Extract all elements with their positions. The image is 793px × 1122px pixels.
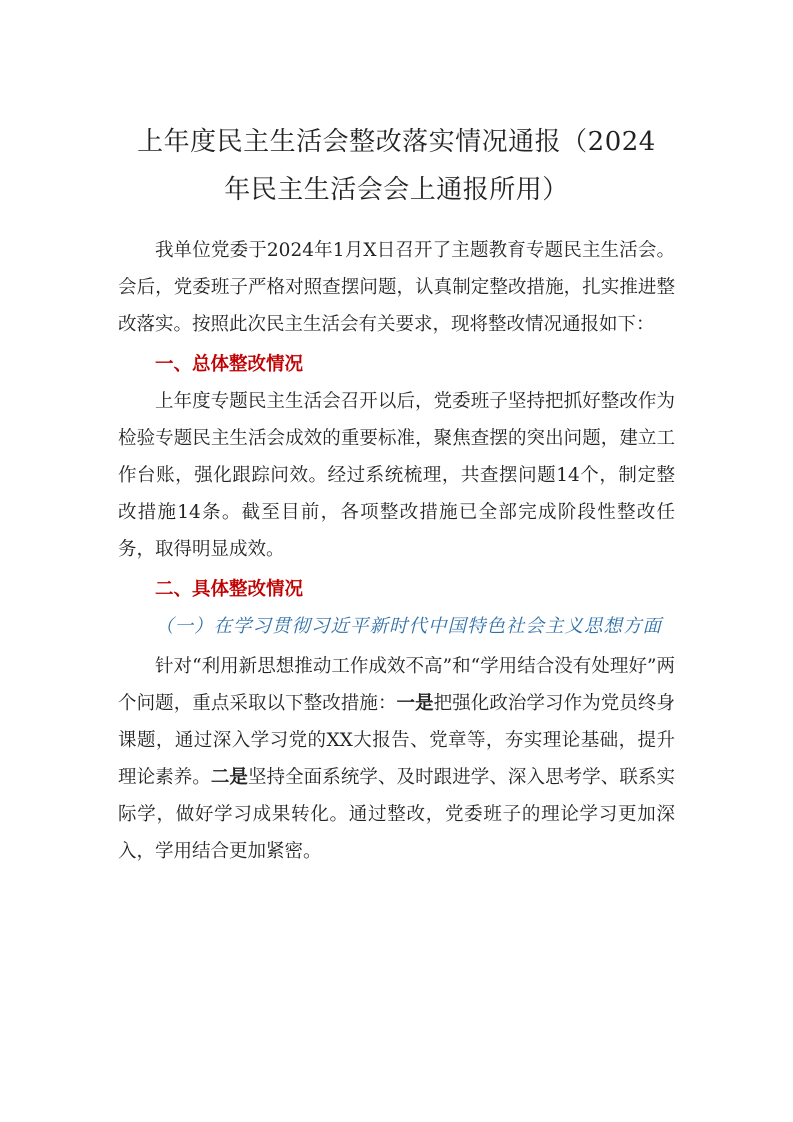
subsection-1-text-a: 针对“利用新思想推动工作成效不高”和“学用结合没有处理好”两个问题，重点采取以下整改措施： bbox=[118, 656, 675, 714]
subsection-1-text-c: 坚持全面系统学、及时跟进学、深入思考学、联系实际学，做好学习成果转化。通过整改，党委班子的理论学习更加深入，学用结合更加紧密。 bbox=[118, 767, 675, 862]
point-2-marker: 二是 bbox=[210, 767, 248, 788]
title-line-1: 上年度民主生活会整改落实情况通报（2024 bbox=[137, 127, 656, 157]
intro-paragraph: 我单位党委于2024年1月X日召开了主题教育专题民主生活会。会后，党委班子严格对照查摆问题，认真制定整改措施，扎实推进整改落实。按照此次民主生活会有关要求，现将整改情况通报如下： bbox=[118, 240, 675, 335]
point-1-marker: 一是 bbox=[396, 693, 434, 714]
section-1-body: 上年度专题民主生活会召开以后，党委班子坚持把抓好整改作为检验专题民主生活会成效的重要标准，聚焦查摆的突出问题，建立工作台账，强化跟踪问效。经过系统梳理，共查摆问题14个，制定整改措施14条。截至目前，各项整改措施已全部完成阶段性整改任务，取得明显成效。 bbox=[118, 391, 675, 560]
subsection-1-heading: （一）在学习贯彻习近平新时代中国特色社会主义思想方面 bbox=[155, 616, 663, 637]
subsection-1-body bbox=[118, 648, 675, 870]
subsection-1-text-b: 把强化政治学习作为党员终身课题，通过深入学习党的XX大报告、党章等，夯实理论基础，提升理论素养。 bbox=[118, 693, 675, 788]
section-1-heading: 一、总体整改情况 bbox=[155, 354, 304, 375]
section-2-heading: 二、具体整改情况 bbox=[155, 579, 304, 600]
document-title bbox=[118, 118, 675, 214]
title-line-2: 年民主生活会会上通报所用） bbox=[224, 175, 569, 205]
